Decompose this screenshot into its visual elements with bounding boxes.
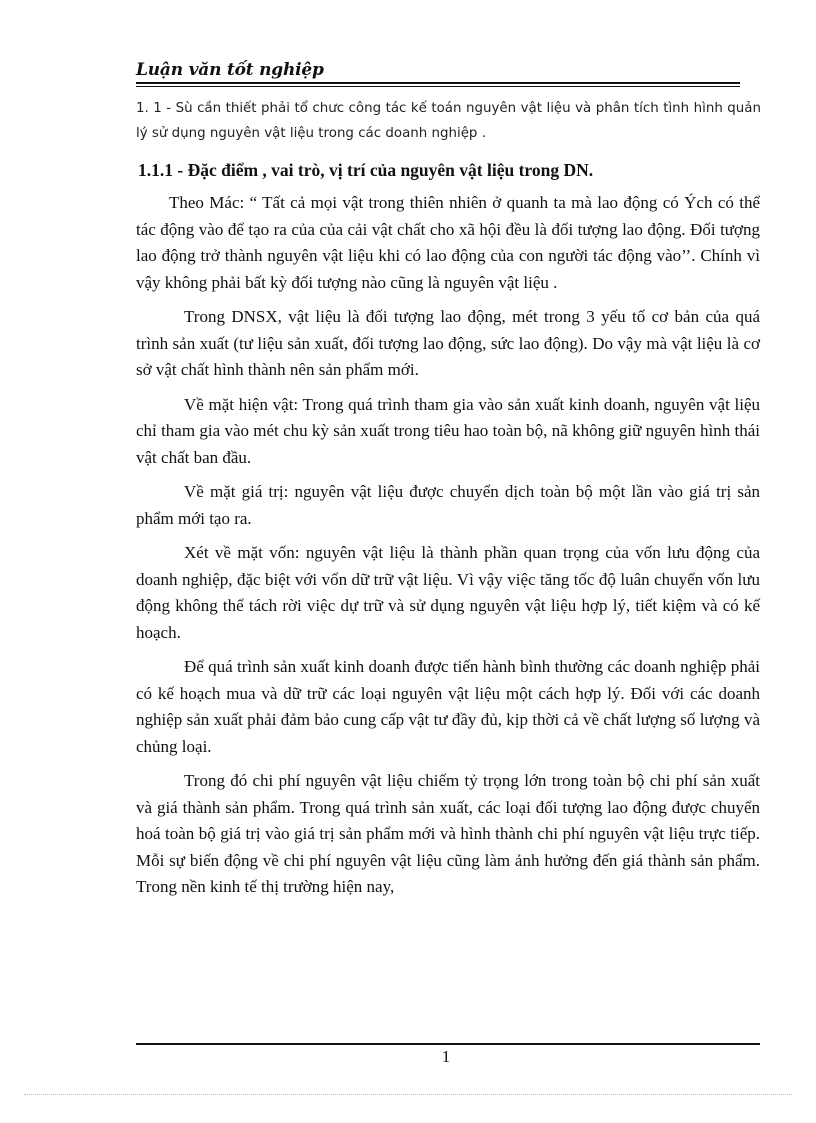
header-rule-secondary bbox=[136, 86, 740, 87]
paragraph: Theo Mác: “ Tất cả mọi vật trong thiên nhiên ở quanh ta mà lao động có Ých có thể tác động vào để tạo ra của của cải vật chất cho xã hội đều là đối tượng lao động. Đối tượng lao động trở thành nguyên vật liệu khi có lao động của con người tác động vào’’. Chính vì vậy không phải bất kỳ đối tượng nào cũng là nguyên vật liệu . bbox=[136, 193, 760, 292]
body-text bbox=[136, 190, 760, 909]
paragraph: Xét về mặt vốn: nguyên vật liệu là thành phần quan trọng của vốn lưu động của doanh nghiệp, đặc biệt với vốn dữ trữ vật liệu. Vì vậy việc tăng tốc độ luân chuyển vốn lưu động không thể tách rời việc dự trữ và sử dụng nguyên vật liệu hợp lý, tiết kiệm và có kế hoạch. bbox=[136, 543, 760, 642]
section-heading: 1. 1 - Sù cần thiết phải tổ chưc công tác kế toán nguyên vật liệu và phân tích tình hình quản lý sử dụng nguyên vật liệu trong các doanh nghiệp . bbox=[136, 101, 761, 141]
paragraph: Về mặt giá trị: nguyên vật liệu được chuyển dịch toàn bộ một lần vào giá trị sản phẩm mới tạo ra. bbox=[136, 482, 760, 528]
footer-rule bbox=[136, 1043, 760, 1045]
running-header-title: Luận văn tốt nghiệp bbox=[136, 60, 324, 80]
page-edge-divider bbox=[24, 1094, 792, 1095]
paragraph: Trong đó chi phí nguyên vật liệu chiếm tỷ trọng lớn trong toàn bộ chi phí sản xuất và giá thành sản phẩm. Trong quá trình sản xuất, các loại đối tượng lao động được chuyển hoá toàn bộ giá trị vào giá trị sản phẩm mới và hình thành chi phí nguyên vật liệu trực tiếp. Mỗi sự biến động về chi phí nguyên vật liệu cũng làm ảnh hưởng đến giá thành sản phẩm. Trong nền kinh tế thị trường hiện nay, bbox=[136, 771, 760, 896]
header-rule bbox=[136, 82, 740, 84]
paragraph: Trong DNSX, vật liệu là đối tượng lao động, mét trong 3 yếu tố cơ bản của quá trình sản xuất (tư liệu sản xuất, đối tượng lao động, sức lao động). Do vậy mà vật liệu là cơ sở vật chất hình thành nên sản phẩm mới. bbox=[136, 307, 760, 379]
paragraph: Để quá trình sản xuất kinh doanh được tiến hành bình thường các doanh nghiệp phải có kế hoạch mua và dữ trữ các loại nguyên vật liệu một cách hợp lý. Đối với các doanh nghiệp sản xuất phải đảm bảo cung cấp vật tư đầy đủ, kịp thời cả về chất lượng số lượng và chủng loại. bbox=[136, 657, 760, 756]
paragraph: Về mặt hiện vật: Trong quá trình tham gia vào sản xuất kinh doanh, nguyên vật liệu chỉ tham gia vào mét chu kỳ sản xuất trong tiêu hao toàn bộ, nã không giữ nguyên hình thái vật chất ban đầu. bbox=[136, 394, 760, 467]
page-number: 1 bbox=[441, 1047, 451, 1066]
sub-heading: 1.1.1 - Đặc điểm , vai trò, vị trí của nguyên vật liệu trong DN. bbox=[138, 160, 594, 180]
